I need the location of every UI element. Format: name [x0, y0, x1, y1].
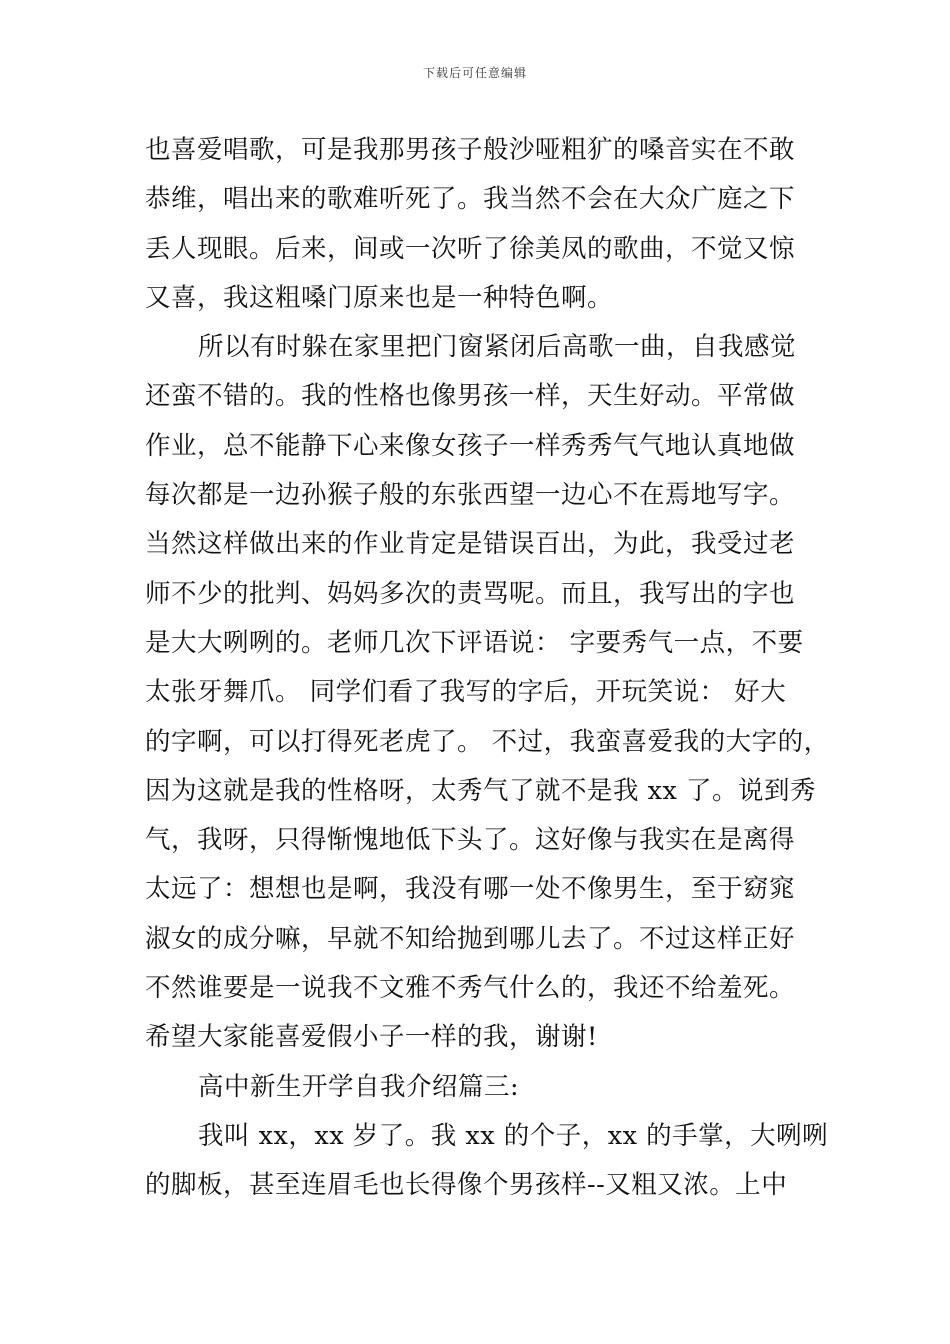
text-line: 恭维，唱出来的歌难听死了。我当然不会在大众广庭之下 — [145, 184, 796, 215]
text-line: 丢人现眼。后来，间或一次听了徐美凤的歌曲，不觉又惊 — [145, 233, 796, 264]
text-line: 作业，总不能静下心来像女孩子一样秀秀气气地认真地做 — [145, 430, 796, 461]
text-line: 太远了：想想也是啊，我没有哪一处不像男生，至于窈窕 — [145, 874, 796, 905]
text-line: 还蛮不错的。我的性格也像男孩一样，天生好动。平常做 — [145, 381, 796, 412]
text-line: 又喜，我这粗嗓门原来也是一种特色啊。 — [145, 282, 614, 313]
text-line: 每次都是一边孙猴子般的东张西望一边心不在焉地写字。 — [145, 480, 796, 511]
text-line: 是大大咧咧的。老师几次下评语说： 字要秀气一点，不要 — [145, 627, 804, 658]
page-header-note: 下载后可任意编辑 — [422, 66, 527, 80]
section-heading: 高中新生开学自我介绍篇三: — [198, 1071, 520, 1102]
text-line: 气，我呀，只得惭愧地低下头了。这好像与我实在是离得 — [145, 825, 796, 856]
text-line: 淑女的成分嘛，早就不知给抛到哪儿去了。不过这样正好 — [145, 923, 796, 954]
text-line: 因为这就是我的性格呀，太秀气了就不是我 xx 了。说到秀 — [145, 775, 816, 806]
paragraph-first-line: 所以有时躲在家里把门窗紧闭后高歌一曲，自我感觉 — [198, 332, 797, 363]
text-line: 当然这样做出来的作业肯定是错误百出，为此，我受过老 — [145, 529, 796, 560]
text-line: 太张牙舞爪。 同学们看了我写的字后，开玩笑说： 好大 — [145, 677, 787, 708]
text-line: 也喜爱唱歌，可是我那男孩子般沙哑粗犷的嗓音实在不敢 — [145, 135, 796, 165]
paragraph-first-line: 我叫 xx，xx 岁了。我 xx 的个子，xx 的手掌，大咧咧 — [198, 1120, 829, 1151]
text-line: 的脚板，甚至连眉毛也长得像个男孩样--又粗又浓。上中 — [145, 1170, 788, 1201]
text-line: 的字啊，可以打得死老虎了。 不过，我蛮喜爱我的大字的， — [145, 726, 830, 757]
text-line: 师不少的批判、妈妈多次的责骂呢。而且，我写出的字也 — [145, 578, 796, 609]
text-line: 不然谁要是一说我不文雅不秀气什么的，我还不给羞死。 — [145, 973, 796, 1004]
text-line: 希望大家能喜爱假小子一样的我，谢谢! — [145, 1022, 598, 1053]
body-text — [145, 130, 830, 1215]
